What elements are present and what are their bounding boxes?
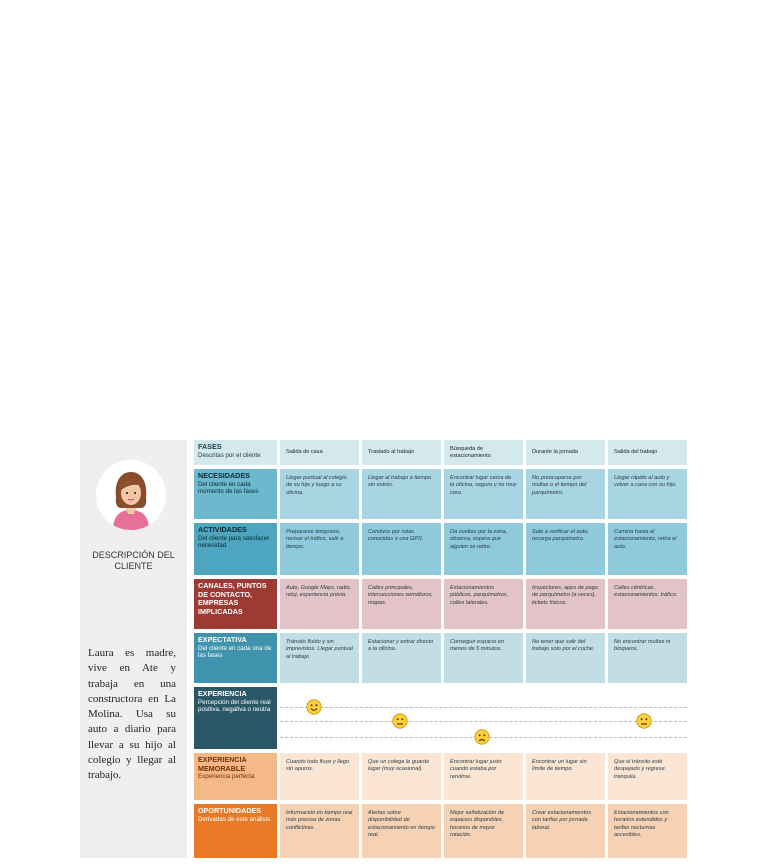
necesidades-cell: Encontrar lugar cerca de la oficina, seguro y no muy caro. (444, 469, 523, 519)
necesidades-title: NECESIDADES (198, 471, 250, 480)
fases-cell: Búsqueda de estacionamiento (444, 440, 523, 465)
oportunidades-cell: Estacionamientos con horarios extendidos y tarifas nocturnas accesibles. (608, 804, 687, 858)
canales-cell: Estacionamientos públicos, parquímetros, calles laterales. (444, 579, 523, 629)
fases-cell: Salida de casa (280, 440, 359, 465)
woman-avatar-icon (96, 460, 166, 530)
oportunidades-title: OPORTUNIDADES (198, 806, 262, 815)
canales-cell: Calles principales, intersecciones semáforos, mapas. (362, 579, 441, 629)
expectativa-cell: No encontrar multas ni bloqueos. (608, 633, 687, 683)
memorable-cell: Que el tránsito esté despejado y regrese tranquila. (608, 753, 687, 800)
experiencia-subtitle: Percepción del cliente real positiva, negativa o neutra (198, 698, 271, 713)
actividades-cell: Conduce por rutas conocidas o usa GPS. (362, 523, 441, 575)
expectativa-title: EXPECTATIVA (198, 635, 247, 644)
customer-description-panel (80, 440, 187, 858)
fases-title: FASES (198, 442, 222, 451)
oportunidades-subtitle: Derivadas de este análisis (198, 815, 271, 823)
necesidades-header (194, 469, 277, 519)
oportunidades-header (194, 804, 277, 858)
necesidades-cell: Llegar al trabajo a tiempo sin estrés. (362, 469, 441, 519)
actividades-header (194, 523, 277, 575)
memorable-title: EXPERIENCIA MEMORABLE (198, 755, 247, 773)
expectativa-header (194, 633, 277, 683)
necesidades-cell: Llegar rápido al auto y volver a casa con su hijo. (608, 469, 687, 519)
experiencia-header (194, 687, 277, 749)
actividades-title: ACTIVIDADES (198, 525, 247, 534)
customer-description-title: DESCRIPCIÓN DEL CLIENTE (92, 550, 175, 571)
memorable-cell: Que un colega le guarde lugar (muy ocasional). (362, 753, 441, 800)
fases-header (194, 440, 277, 465)
necesidades-subtitle: Del cliente en cada momento de las fases (198, 480, 259, 495)
fases-cell: Durante la jornada (526, 440, 605, 465)
necesidades-cell: Llegar puntual al colegio de su hijo y luego a su oficina. (280, 469, 359, 519)
experience-guide-line (280, 721, 687, 722)
canales-cell: Auto, Google Maps, radio, reloj, experiencia previa. (280, 579, 359, 629)
avatar (96, 460, 166, 530)
memorable-header (194, 753, 277, 800)
expectativa-cell: Estacionar y entrar directo a la oficina. (362, 633, 441, 683)
actividades-cell: Sale a verificar el auto, recarga parquímetro. (526, 523, 605, 575)
actividades-cell: Prepararse temprano, revisar el tráfico, salir a tiempo. (280, 523, 359, 575)
oportunidades-cell: Mejor señalización de espacios disponibles, horarios de mayor rotación. (444, 804, 523, 858)
canales-title: CANALES, PUNTOS DE CONTACTO, EMPRESAS IMPLICADAS (198, 581, 267, 616)
actividades-subtitle: Del cliente para satisfacer necesidad (198, 534, 270, 549)
emoji-neutral-icon (636, 713, 652, 729)
expectativa-subtitle: Del cliente en cada una de las fases (198, 644, 272, 659)
actividades-cell: Camina hasta el estacionamiento, retira el auto. (608, 523, 687, 575)
expectativa-cell: No tener que salir del trabajo solo por el coche. (526, 633, 605, 683)
fases-subtitle: Descritas por el cliente (198, 451, 261, 459)
memorable-cell: Cuando todo fluye y llego sin apuros. (280, 753, 359, 800)
actividades-cell: Da vueltas por la zona, observa, espera que alguien se retire. (444, 523, 523, 575)
memorable-subtitle: Experiencia perfecta (198, 773, 255, 780)
experience-guide-line (280, 707, 687, 708)
customer-journey-map (80, 440, 688, 858)
emoji-negative-icon (474, 729, 490, 745)
emoji-positive-icon (306, 699, 322, 715)
oportunidades-cell: Crear estacionamientos con tarifas por jornada laboral. (526, 804, 605, 858)
memorable-cell: Encontrar lugar justo cuando estaba por rendirse. (444, 753, 523, 800)
experiencia-title: EXPERIENCIA (198, 689, 247, 698)
canales-header (194, 579, 277, 629)
customer-description-text: Laura es madre, vive en Ate y trabaja en una constructora en La Molina. Usa su auto a diario para llevar a su hijo al colegio y llegar al trabajo. (88, 647, 176, 782)
canales-cell: Calles céntricas, estacionamientos, tráfico. (608, 579, 687, 629)
canales-cell: Inspectores, apps de pago de parquímetro (a veces), tickets físicos. (526, 579, 605, 629)
necesidades-cell: No preocuparse por multas o el tiempo del parquímetro. (526, 469, 605, 519)
fases-cell: Salida del trabajo (608, 440, 687, 465)
oportunidades-cell: Información en tiempo real más precisa de zonas conflictivas. (280, 804, 359, 858)
memorable-cell: Encontrar un lugar sin límite de tiempo. (526, 753, 605, 800)
fases-cell: Traslado al trabajo (362, 440, 441, 465)
emoji-neutral-icon (392, 713, 408, 729)
oportunidades-cell: Alertas sobre disponibilidad de estacionamiento en tiempo real. (362, 804, 441, 858)
expectativa-cell: Conseguir espacio en menos de 5 minutos. (444, 633, 523, 683)
expectativa-cell: Tránsito fluido y sin imprevistos. Llegar puntual al trabajo (280, 633, 359, 683)
